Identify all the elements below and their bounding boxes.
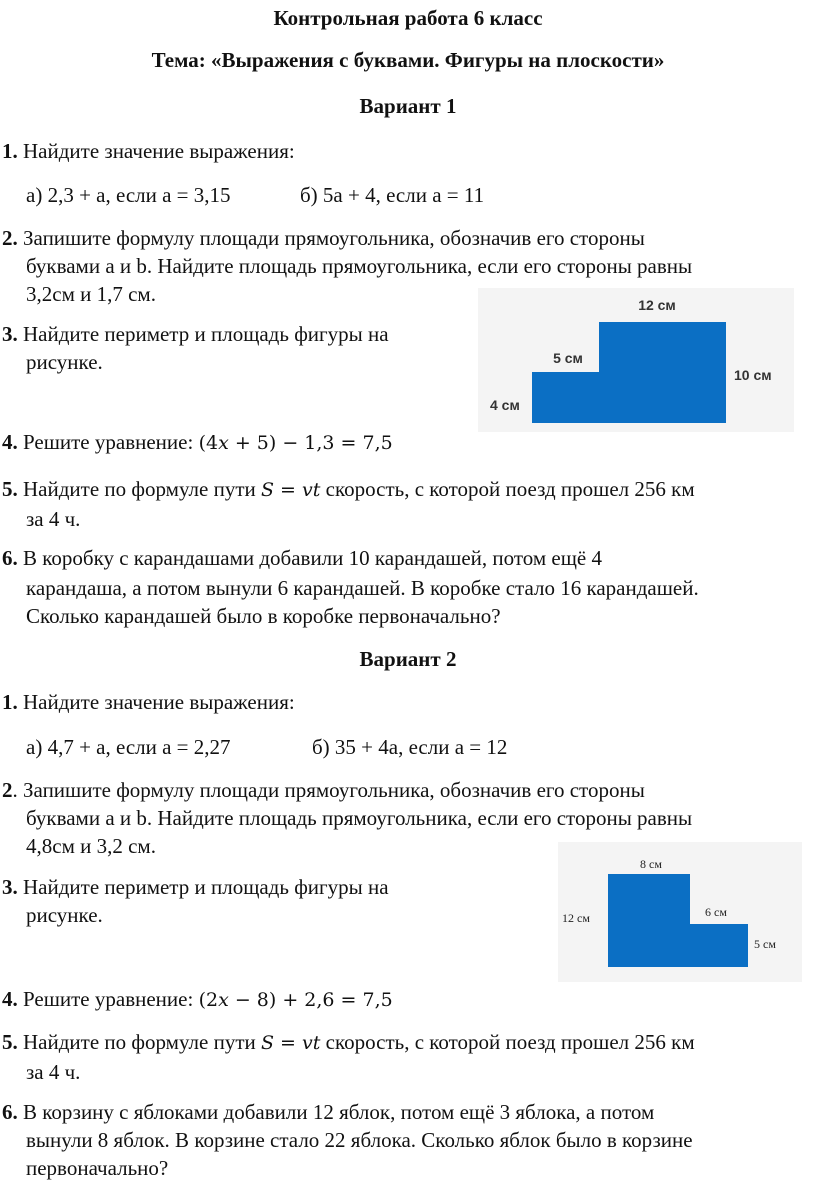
task-number: 3. bbox=[2, 322, 18, 346]
v1-figure-drawing bbox=[478, 288, 794, 432]
task-text-line-1: В корзину с яблоками добавили 12 яблок, потом ещё 3 яблока, а потом bbox=[23, 1100, 655, 1124]
v2-task-3-line-2: рисунке. bbox=[26, 903, 103, 927]
v2-task-5 bbox=[2, 1028, 695, 1057]
v1-task-2 bbox=[2, 224, 645, 252]
task-text: Решите уравнение: bbox=[23, 987, 194, 1011]
v2-task-3 bbox=[2, 873, 389, 901]
v1-task-6 bbox=[2, 544, 602, 572]
task-number-dot: . bbox=[12, 778, 18, 802]
v1-task-2-line-3: 3,2см и 1,7 см. bbox=[26, 282, 156, 306]
v1-task-3-line-2: рисунке. bbox=[26, 350, 103, 374]
v1-task-6-line-2: карандаша, а потом вынули 6 карандашей. В коробке стало 16 карандашей. bbox=[26, 576, 699, 600]
task-text-line-1: Запишите формулу площади прямоугольника, обозначив его стороны bbox=[23, 226, 645, 250]
v1-figure-shape bbox=[532, 322, 726, 423]
v2-task-1-option-a: а) 4,7 + а, если а = 2,27 bbox=[26, 735, 231, 759]
task-number: 1. bbox=[2, 139, 18, 163]
v2-task-2 bbox=[2, 776, 645, 804]
task-number: 3. bbox=[2, 875, 18, 899]
v2-task-6-line-3: первоначально? bbox=[26, 1156, 169, 1180]
v2-task-1 bbox=[2, 688, 295, 716]
v1-task-6-line-3: Сколько карандашей было в коробке первоначально? bbox=[26, 604, 501, 628]
v2-task-4 bbox=[2, 985, 393, 1014]
task-text-line-1: Найдите периметр и площадь фигуры на bbox=[23, 875, 389, 899]
task-text: Найдите значение выражения: bbox=[23, 690, 295, 714]
formula: 𝑆 = 𝑣𝑡 bbox=[261, 479, 321, 501]
task-text-tail: скорость, с которой поезд прошел 256 км bbox=[325, 1030, 695, 1054]
v1-task-5-line-2: за 4 ч. bbox=[26, 507, 81, 531]
page-topic: Тема: «Выражения с буквами. Фигуры на плоскости» bbox=[151, 48, 665, 72]
v2-task-6 bbox=[2, 1098, 654, 1126]
task-number: 2. bbox=[2, 226, 18, 250]
v1-task-1-option-b: б) 5а + 4, если а = 11 bbox=[300, 183, 485, 207]
v2-figure bbox=[558, 842, 802, 982]
v1-figure bbox=[478, 288, 794, 432]
v2-task-2-line-3: 4,8см и 3,2 см. bbox=[26, 834, 156, 858]
formula: 𝑆 = 𝑣𝑡 bbox=[261, 1032, 321, 1054]
v1-label-left: 4 см bbox=[490, 397, 520, 413]
task-number: 4. bbox=[2, 430, 18, 454]
v2-label-step: 6 см bbox=[705, 905, 727, 919]
v2-figure-shape bbox=[608, 874, 748, 967]
v2-task-6-line-2: вынули 8 яблок. В корзине стало 22 яблока. Сколько яблок было в корзине bbox=[26, 1128, 693, 1152]
v2-task-1-option-b: б) 35 + 4а, если а = 12 bbox=[312, 735, 508, 759]
v1-task-4 bbox=[2, 428, 393, 457]
v2-label-left: 12 см bbox=[562, 911, 590, 925]
equation: (2𝑥 − 8) + 2,6 = 7,5 bbox=[198, 989, 393, 1011]
task-text: Найдите значение выражения: bbox=[23, 139, 295, 163]
task-number: 4. bbox=[2, 987, 18, 1011]
v1-label-step: 5 см bbox=[553, 350, 583, 366]
task-text-line-1: Найдите периметр и площадь фигуры на bbox=[23, 322, 389, 346]
task-number: 5. bbox=[2, 477, 18, 501]
v2-task-5-line-2: за 4 ч. bbox=[26, 1060, 81, 1084]
task-text-line-1: В коробку с карандашами добавили 10 карандашей, потом ещё 4 bbox=[23, 546, 602, 570]
v1-task-2-line-2: буквами a и b. Найдите площадь прямоугольника, если его стороны равны bbox=[26, 254, 693, 278]
task-number: 6. bbox=[2, 1100, 18, 1124]
task-text: Найдите по формуле пути bbox=[23, 477, 256, 501]
task-text-tail: скорость, с которой поезд прошел 256 км bbox=[325, 477, 695, 501]
v1-task-1 bbox=[2, 137, 295, 165]
task-number: 2 bbox=[2, 778, 13, 802]
equation: (4𝑥 + 5) − 1,3 = 7,5 bbox=[198, 432, 393, 454]
page-title: Контрольная работа 6 класс bbox=[273, 6, 543, 30]
v1-task-1-option-a: а) 2,3 + а, если а = 3,15 bbox=[26, 183, 231, 207]
task-text: Решите уравнение: bbox=[23, 430, 194, 454]
v1-label-right: 10 см bbox=[734, 367, 772, 383]
task-text-line-1: Запишите формулу площади прямоугольника, обозначив его стороны bbox=[23, 778, 645, 802]
task-number: 1. bbox=[2, 690, 18, 714]
v2-label-right: 5 см bbox=[754, 937, 776, 951]
v2-figure-drawing bbox=[558, 842, 802, 982]
task-number: 5. bbox=[2, 1030, 18, 1054]
variant-2-title: Вариант 2 bbox=[359, 647, 457, 671]
v2-label-top: 8 см bbox=[640, 857, 662, 871]
task-text: Найдите по формуле пути bbox=[23, 1030, 256, 1054]
v2-task-2-line-2: буквами a и b. Найдите площадь прямоугольника, если его стороны равны bbox=[26, 806, 693, 830]
v1-task-3 bbox=[2, 320, 389, 348]
task-number: 6. bbox=[2, 546, 18, 570]
v1-task-5 bbox=[2, 475, 695, 504]
variant-1-title: Вариант 1 bbox=[359, 94, 457, 118]
v1-label-top: 12 см bbox=[638, 297, 676, 313]
